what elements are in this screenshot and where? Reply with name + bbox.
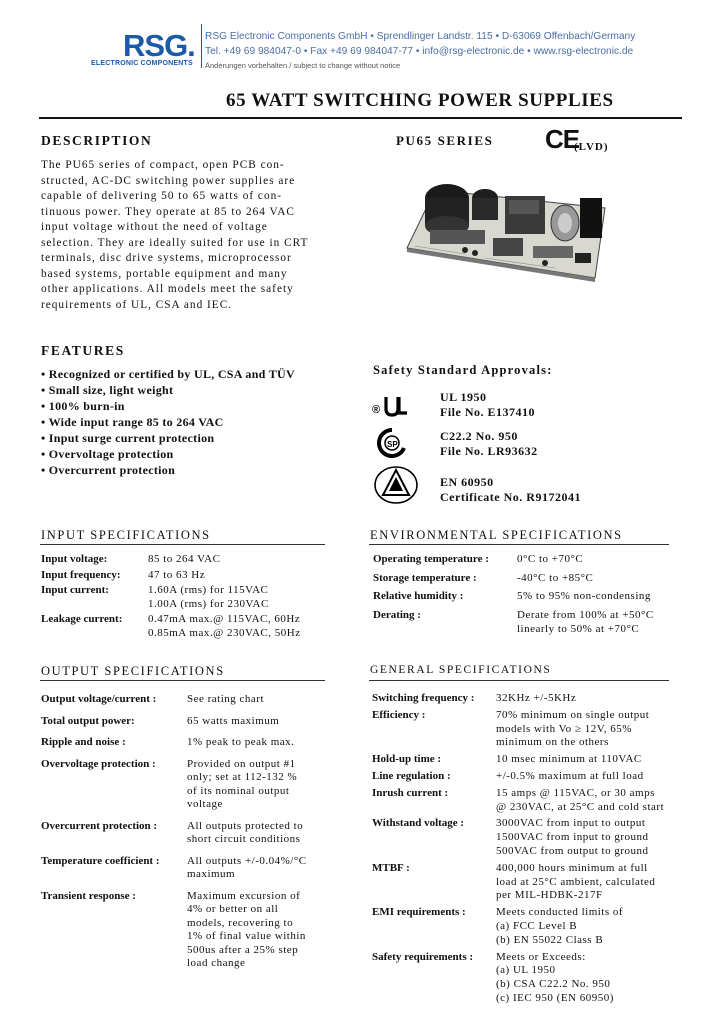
spec-value: Meets or Exceeds:: [496, 950, 586, 963]
description-line: based systems, portable equipment and many: [41, 267, 288, 280]
spec-label: Input voltage:: [41, 553, 108, 565]
spec-value: 0°C to +70°C: [517, 553, 584, 565]
spec-value: voltage: [187, 798, 223, 810]
spec-label: Input frequency:: [41, 568, 121, 581]
description-line: input voltage without the need of voltage: [41, 221, 268, 233]
spec-value: (b) EN 55022 Class B: [496, 933, 604, 946]
spec-label: Safety requirements :: [372, 950, 474, 963]
spec-value: 3000VAC from input to output: [496, 817, 646, 830]
spec-value: All outputs protected to: [187, 819, 304, 832]
spec-label: Inrush current :: [372, 786, 449, 799]
svg-text:®: ®: [372, 404, 381, 416]
spec-value: (c) IEC 950 (EN 60950): [496, 992, 614, 1004]
input-specs-heading: INPUT SPECIFICATIONS: [41, 528, 211, 542]
spec-label: EMI requirements :: [372, 906, 466, 919]
spec-value: 1.60A (rms) for 115VAC: [148, 584, 269, 596]
spec-label: Temperature coefficient :: [41, 854, 160, 867]
spec-value: Provided on output #1: [187, 757, 296, 770]
spec-label: Output voltage/current :: [41, 693, 157, 705]
spec-value: only; set at 112-132 %: [187, 771, 298, 783]
spec-value: 0.85mA max.@ 230VAC, 50Hz: [148, 626, 301, 639]
spec-value: 10 msec minimum at 110VAC: [496, 753, 642, 766]
spec-value: per MIL-HDBK-217F: [496, 889, 603, 902]
spec-value: 400,000 hours minimum at full: [496, 861, 648, 874]
ul-recognized-icon: [372, 393, 416, 419]
general-specs-rule: [369, 680, 669, 681]
pcb-product-photo: [405, 168, 615, 283]
spec-label: Transient response :: [41, 889, 136, 902]
input-specs-rule: [40, 544, 325, 545]
spec-value: 0.47mA max.@ 115VAC, 60Hz: [148, 613, 301, 625]
title-rule: [39, 117, 682, 119]
series-label: PU65 SERIES: [396, 133, 494, 148]
features-heading: FEATURES: [41, 343, 125, 358]
spec-label: Leakage current:: [41, 613, 123, 625]
env-specs-heading: ENVIRONMENTAL SPECIFICATIONS: [370, 528, 623, 542]
spec-label: Hold-up time :: [372, 753, 442, 766]
spec-value: 1.00A (rms) for 230VAC: [148, 597, 269, 610]
spec-label: Switching frequency :: [372, 692, 475, 704]
csa-approval: C22.2 No. 950 File No. LR93632: [440, 429, 538, 458]
spec-value: Maximum excursion of: [187, 889, 301, 902]
spec-value: maximum: [187, 868, 236, 880]
spec-label: Overvoltage protection :: [41, 757, 156, 770]
feature-item: • Input surge current protection: [41, 431, 215, 445]
spec-label: Input current:: [41, 584, 109, 596]
spec-value: 5% to 95% non-condensing: [517, 590, 651, 602]
description-line: tinuous power. They operate at 85 to 264 VAC: [41, 205, 295, 218]
spec-value: 70% minimum on single output: [496, 708, 650, 721]
env-specs-rule: [369, 544, 669, 545]
spec-value: 15 amps @ 115VAC, or 30 amps: [496, 786, 655, 799]
spec-value: (b) CSA C22.2 No. 950: [496, 978, 611, 991]
csa-icon: [375, 428, 409, 458]
tuv-approval: EN 60950 Certificate No. R9172041: [440, 475, 581, 504]
spec-value: Meets conducted limits of: [496, 906, 624, 919]
spec-label: Line regulation :: [372, 770, 451, 782]
features-list: [41, 366, 295, 478]
spec-value: 1500VAC from input to ground: [496, 831, 649, 844]
spec-value: See rating chart: [187, 693, 265, 705]
spec-value: 1% peak to peak max.: [187, 736, 295, 748]
spec-label: Relative humidity :: [373, 590, 464, 602]
spec-value: +/-0.5% maximum at full load: [496, 770, 644, 782]
spec-label: Operating temperature :: [373, 553, 489, 565]
spec-value: Derate from 100% at +50°C: [517, 608, 654, 621]
feature-item: • Recognized or certified by UL, CSA and TÜV: [41, 367, 295, 381]
page-title: 65 WATT SWITCHING POWER SUPPLIES: [226, 90, 614, 111]
spec-label: Efficiency :: [372, 708, 426, 721]
spec-value: short circuit conditions: [187, 833, 301, 845]
spec-value: 1% of final value within: [187, 930, 306, 942]
output-specs-heading: OUTPUT SPECIFICATIONS: [41, 664, 225, 678]
company-logo: RSG.: [123, 28, 195, 63]
spec-value: @ 230VAC, at 25°C and cold start: [496, 800, 665, 813]
spec-value: 47 to 63 Hz: [148, 568, 206, 581]
description-heading: DESCRIPTION: [41, 133, 153, 148]
spec-value: linearly to 50% at +70°C: [517, 623, 640, 635]
spec-label: Overcurrent protection :: [41, 819, 158, 832]
spec-value: -40°C to +85°C: [517, 571, 594, 584]
spec-value: (a) FCC Level B: [496, 920, 578, 932]
general-specs-heading: GENERAL SPECIFICATIONS: [370, 664, 552, 676]
ce-note: (LVD): [574, 141, 609, 153]
ul-approval: UL 1950 File No. E137410: [440, 390, 535, 419]
spec-value: models with Vo ≥ 12V, 65%: [496, 722, 632, 735]
description-line: selection. They are ideally suited for use in CRT: [41, 236, 309, 249]
description-line: The PU65 series of compact, open PCB con-: [41, 159, 285, 171]
feature-item: • Wide input range 85 to 264 VAC: [41, 415, 224, 429]
spec-label: Withstand voltage :: [372, 817, 465, 830]
feature-item: • Small size, light weight: [41, 383, 174, 397]
company-address: RSG Electronic Components GmbH • Sprendlinger Landstr. 115 • D-63069 Offenbach/Germany: [205, 31, 636, 42]
output-specs-rule: [40, 680, 325, 681]
spec-value: minimum on the others: [496, 736, 609, 749]
logo-subtitle: ELECTRONIC COMPONENTS: [91, 60, 193, 67]
description-line: requirements of UL, CSA and IEC.: [41, 298, 233, 311]
spec-value: load at 25°C ambient, calculated: [496, 875, 656, 888]
feature-item: • Overcurrent protection: [41, 463, 176, 477]
safety-heading: Safety Standard Approvals:: [373, 363, 553, 377]
spec-label: Derating :: [373, 608, 421, 621]
spec-value: 4% or better on all: [187, 903, 279, 915]
spec-label: Total output power:: [41, 714, 135, 727]
spec-label: Ripple and noise :: [41, 736, 126, 748]
spec-value: models, recovering to: [187, 916, 294, 929]
spec-value: (a) UL 1950: [496, 964, 556, 977]
company-contact: Tel. +49 69 984047-0 • Fax +49 69 984047-77 • info@rsg-electronic.de • www.rsg-electronic.de: [205, 46, 634, 57]
description-line: other applications. All models meet the safety: [41, 283, 294, 295]
feature-item: • Overvoltage protection: [41, 447, 174, 461]
spec-value: 500VAC from output to ground: [496, 845, 649, 857]
spec-value: 65 watts maximum: [187, 714, 280, 727]
spec-value: load change: [187, 957, 246, 969]
description-line: capable of delivering 50 to 65 watts of con-: [41, 190, 283, 202]
tuv-icon: [373, 465, 419, 505]
spec-value: 85 to 264 VAC: [148, 553, 221, 565]
svg-text:SP: SP: [387, 440, 398, 449]
spec-value: All outputs +/-0.04%/°C: [187, 854, 307, 867]
description-line: structed, AC-DC switching power supplies are: [41, 174, 296, 187]
spec-value: 32KHz +/-5KHz: [496, 692, 577, 704]
spec-label: MTBF :: [372, 861, 410, 874]
spec-value: 500us after a 25% step: [187, 943, 299, 956]
change-notice: Änderungen vorbehalten / subject to change without notice: [205, 61, 401, 70]
spec-value: of its nominal output: [187, 784, 290, 797]
feature-item: • 100% burn-in: [41, 399, 125, 413]
ce-mark-icon: CE: [545, 124, 580, 154]
description-text: [41, 158, 341, 313]
description-line: terminals, disc drive systems, microprocessor: [41, 252, 292, 264]
header-divider: [201, 24, 202, 68]
spec-label: Storage temperature :: [373, 571, 477, 584]
